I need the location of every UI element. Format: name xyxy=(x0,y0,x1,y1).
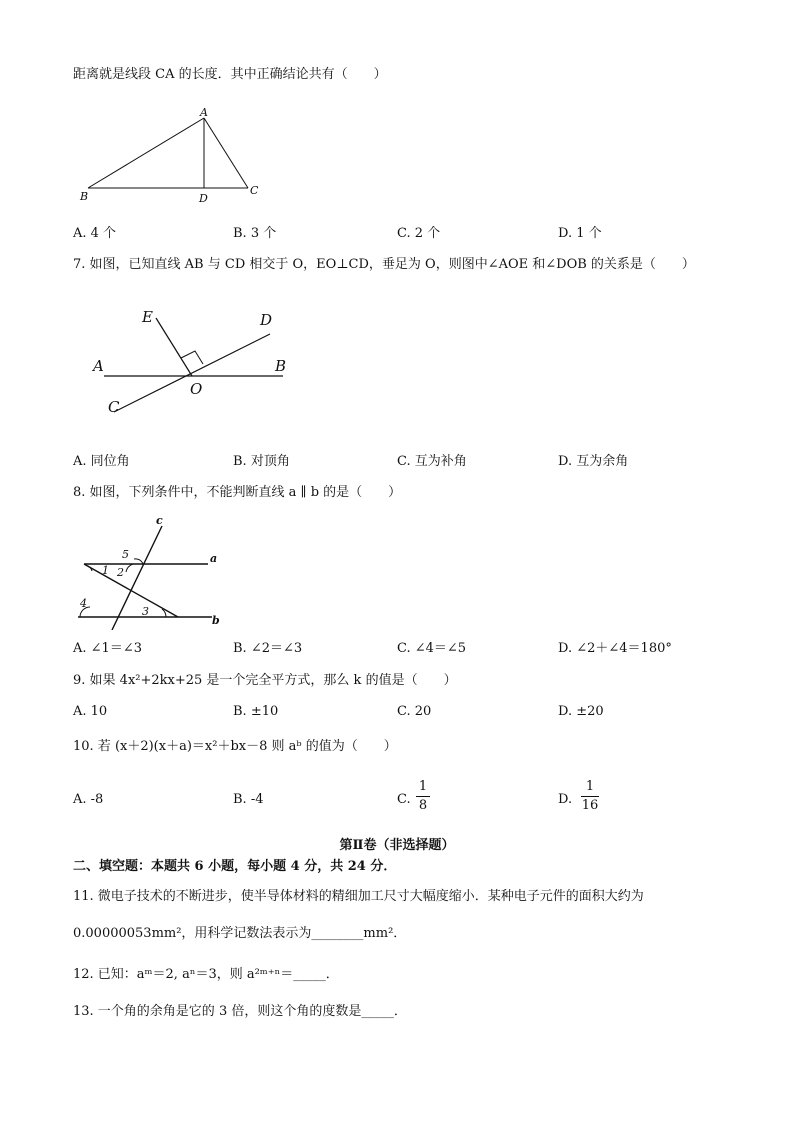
fraction-d-denominator: 16 xyxy=(581,798,599,813)
label-E: E xyxy=(142,308,153,326)
q6-stem-tail: 距离就是线段 CA 的长度．其中正确结论共有（ ） xyxy=(73,67,387,82)
q7-figure xyxy=(88,300,308,425)
fraction-d-numerator: 1 xyxy=(585,779,595,794)
q9-option-c[interactable]: C. 20 xyxy=(397,704,432,719)
label-C: C xyxy=(250,184,259,197)
q10-option-c[interactable]: C. xyxy=(397,792,411,807)
label-c: c xyxy=(156,514,163,527)
q6-option-c[interactable]: C. 2 个 xyxy=(397,226,441,241)
q6-option-b[interactable]: B. 3 个 xyxy=(233,226,277,241)
label-D: D xyxy=(199,192,208,205)
label-a: a xyxy=(210,552,218,565)
label-4: 4 xyxy=(80,597,87,610)
label-D7: D xyxy=(260,311,273,329)
q7-option-c[interactable]: C. 互为补角 xyxy=(397,454,467,469)
q10-option-d[interactable]: D. xyxy=(558,792,573,807)
q8-option-b[interactable]: B. ∠2＝∠3 xyxy=(233,641,303,656)
q6-triangle-figure xyxy=(78,104,268,208)
label-3: 3 xyxy=(142,605,149,618)
q7-option-d[interactable]: D. 互为余角 xyxy=(558,454,629,469)
label-A: A xyxy=(200,106,208,119)
q10-fraction-c xyxy=(416,779,430,814)
q9-option-b[interactable]: B. ±10 xyxy=(233,704,279,719)
label-2: 2 xyxy=(117,566,124,579)
q8-stem: 8. 如图，下列条件中，不能判断直线 a ∥ b 的是（ ） xyxy=(73,485,402,500)
label-B: B xyxy=(80,190,89,203)
label-O: O xyxy=(190,380,203,398)
q10-option-b[interactable]: B. -4 xyxy=(233,792,264,807)
q11-line2: 0.00000053mm²，用科学记数法表示为________mm²． xyxy=(73,926,407,941)
q10-fraction-d xyxy=(581,779,599,814)
q13-stem: 13. 一个角的余角是它的 3 倍，则这个角的度数是_____． xyxy=(73,1004,407,1019)
q10-stem: 10. 若 (x＋2)(x＋a)＝x²＋bx－8 则 aᵇ 的值为（ ） xyxy=(73,739,397,754)
label-B7: B xyxy=(275,357,287,375)
section2-heading: 二、填空题：本题共 6 小题，每小题 4 分，共 24 分． xyxy=(73,859,397,874)
q8-option-c[interactable]: C. ∠4＝∠5 xyxy=(397,641,467,656)
label-C7: C xyxy=(108,398,120,416)
q8-option-d[interactable]: D. ∠2＋∠4＝180° xyxy=(558,641,672,656)
q10-option-a[interactable]: A. -8 xyxy=(73,792,104,807)
fraction-c-denominator: 8 xyxy=(418,798,428,813)
q8-option-a[interactable]: A. ∠1＝∠3 xyxy=(73,641,142,656)
q8-figure xyxy=(76,512,226,630)
q7-stem: 7. 如图，已知直线 AB 与 CD 相交于 O，EO⊥CD，垂足为 O，则图中∠AOE 和∠DOB 的关系是（ ） xyxy=(73,257,695,272)
label-b: b xyxy=(212,614,220,627)
q9-stem: 9. 如果 4x²+2kx+25 是一个完全平方式，那么 k 的值是（ ） xyxy=(73,673,457,688)
q9-option-a[interactable]: A. 10 xyxy=(73,704,108,719)
fraction-c-numerator: 1 xyxy=(418,779,428,794)
q9-option-d[interactable]: D. ±20 xyxy=(558,704,604,719)
part2-title: 第Ⅱ卷（非选择题） xyxy=(339,838,455,853)
label-1: 1 xyxy=(102,564,109,577)
q7-option-a[interactable]: A. 同位角 xyxy=(73,454,130,469)
label-A7: A xyxy=(93,357,104,375)
q12-stem: 12. 已知：aᵐ＝2, aⁿ＝3，则 a²ᵐ⁺ⁿ＝_____． xyxy=(73,967,339,982)
q11-line1: 11. 微电子技术的不断进步，使半导体材料的精细加工尺寸大幅度缩小．某种电子元件的面积大约为 xyxy=(73,889,644,904)
label-5: 5 xyxy=(122,548,129,561)
q7-option-b[interactable]: B. 对顶角 xyxy=(233,454,290,469)
q6-option-d[interactable]: D. 1 个 xyxy=(558,226,602,241)
q6-option-a[interactable]: A. 4 个 xyxy=(73,226,117,241)
